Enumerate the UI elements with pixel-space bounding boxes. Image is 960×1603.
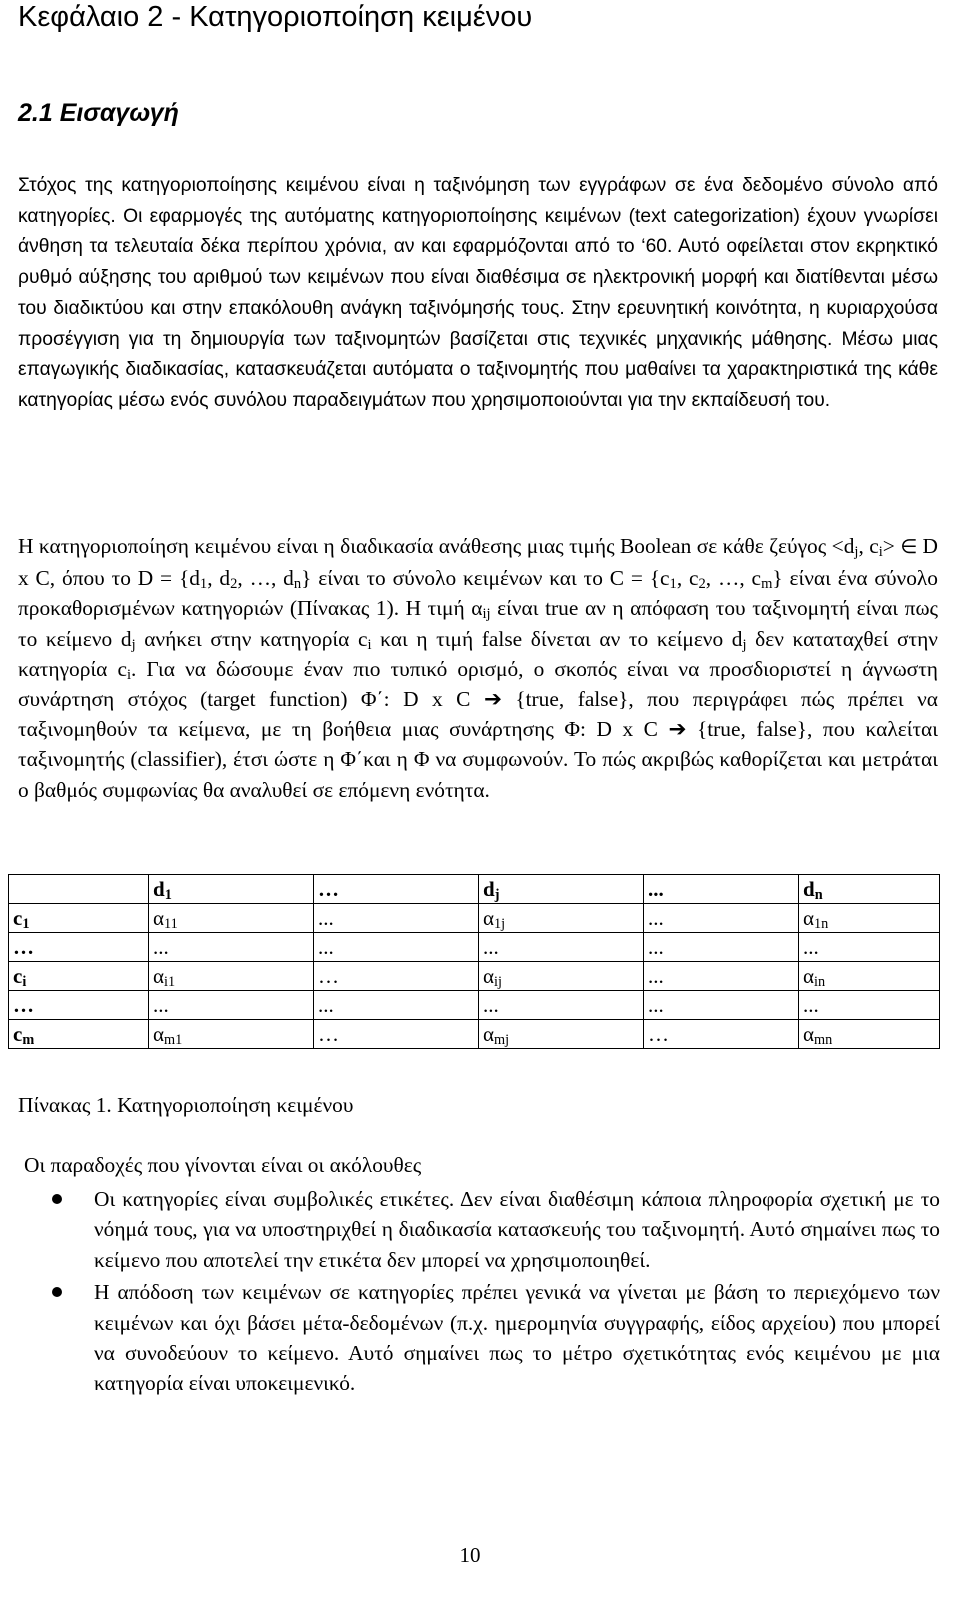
table-row: [9, 933, 940, 962]
table-cell: ...: [479, 933, 644, 962]
table-cell: ...: [314, 904, 479, 933]
table-cell: ...: [644, 904, 799, 933]
table-cell: [9, 875, 149, 904]
table-cell: ...: [644, 933, 799, 962]
section-title: 2.1 Εισαγωγή: [18, 99, 179, 127]
table-cell: $c_i$: [9, 962, 149, 991]
table-cell: $\alpha_{ij}$: [479, 962, 644, 991]
table-cell: ...: [644, 875, 799, 904]
table-row: [9, 1020, 940, 1049]
table-cell: $\alpha_{in}$: [799, 962, 940, 991]
table-row: [9, 962, 940, 991]
table-cell: $\alpha_{m1}$: [149, 1020, 314, 1049]
table-cell: $\alpha_{mj}$: [479, 1020, 644, 1049]
table-caption: Πίνακας 1. Κατηγοριοποίηση κειμένου: [18, 1093, 354, 1117]
page-number: 10: [459, 1543, 481, 1567]
list-item-text: Η απόδοση των κειμένων σε κατηγορίες πρέπει γενικά να γίνεται με βάση το περιεχόμενο των κειμένων και όχι βάσει μέτα-δεδομένων (π.χ. ημερομηνία συγγραφής, είδος αρχείου) που μπορεί να συνοδεύουν το κείμενο. Αυτό σημαίνει πως το μέτρο σχετικότητας ενός κειμένου με μια κατηγορία είναι υποκειμενικό.: [94, 1280, 940, 1396]
table-cell: …: [314, 875, 479, 904]
list-item-text: Οι κατηγορίες είναι συμβολικές ετικέτες. Δεν είναι διαθέσιμη κάποια πληροφορία σχετική με το νόημά τους, για να υποστηριχθεί η διαδικασία κατασκευής του ταξινομητή. Αυτό σημαίνει πως το κείμενο που αποτελεί την ετικέτα δεν μπορεί να χρησιμοποιηθεί.: [94, 1187, 940, 1272]
assumptions-list: [0, 1184, 940, 1399]
list-item: [0, 1277, 940, 1399]
table-cell: ...: [149, 991, 314, 1020]
table-cell: ...: [799, 991, 940, 1020]
chapter-title: Κεφάλαιο 2 - Κατηγοριοποίηση κειμένου: [18, 1, 533, 33]
table-cell: …: [9, 991, 149, 1020]
table-cell: $\alpha_{i1}$: [149, 962, 314, 991]
classification-table: [8, 874, 940, 1049]
table-cell: …: [644, 1020, 799, 1049]
bullet-icon: [52, 1194, 62, 1204]
table-row: [9, 904, 940, 933]
assumptions-intro: Οι παραδοχές που γίνονται είναι οι ακόλουθες: [24, 1153, 422, 1177]
table-cell: …: [314, 962, 479, 991]
table-cell: $d_j$: [479, 875, 644, 904]
definition-paragraph: Η κατηγοριοποίηση κειμένου είναι η διαδικασία ανάθεσης μιας τιμής Boolean σε κάθε $\zeta\varepsilon ύ\gamma o\varsigma <d_j$, $c_i>$ ∈ D x C, όπου το $D = \{d_1$, $d_2$, …, $d_n$} είναι το σύνολο κειμένων και το $C = \{c_1$, $c_2$, …, $c_m$} είναι ένα σύνολο προκαθορισμένων κατηγοριών (Πίνακας 1). Η τιμή $\alpha_{ij}$ είναι true αν η απόφαση του ταξινομητή είναι πως το κείμενο $d_j$ ανήκει στην κατηγορία $c_i$ και η τιμή false δίνεται αν το κείμενο $d_j$ δεν καταταχθεί στην κατηγορία $c_i$. Για να δώσουμε έναν πιο τυπικό ορισμό, ο σκοπός είναι να προσδιοριστεί η άγνωστη συνάρτηση στόχος (target function) Φ΄: D x C ➔ {true, false}, που περιγράφει πώς πρέπει να ταξινομηθούν τα κείμενα, με τη βοήθεια μιας συνάρτησης Φ: D x C ➔ {true, false}, που καλείται ταξινομητής (classifier), έτσι ώστε η Φ΄και η Φ να συμφωνούν. Το πώς ακριβώς καθορίζεται και μετράται ο βαθμός συμφωνίας θα αναλυθεί σε επόμενη ενότητα.: [18, 534, 939, 802]
table-cell: $\alpha_{mn}$: [799, 1020, 940, 1049]
arrow-icon: ➔: [668, 717, 687, 742]
bullet-icon: [52, 1287, 62, 1297]
arrow-icon: ➔: [483, 687, 502, 712]
list-item: [0, 1184, 940, 1275]
table-cell: $\alpha_{1n}$: [799, 904, 940, 933]
table-cell: ...: [479, 991, 644, 1020]
table-cell: $\alpha_{11}$: [149, 904, 314, 933]
table-cell: …: [314, 1020, 479, 1049]
table-row: [9, 991, 940, 1020]
table-cell: …: [9, 933, 149, 962]
table-cell: ...: [799, 933, 940, 962]
table-cell: ...: [644, 962, 799, 991]
table-cell: $d_1$: [149, 875, 314, 904]
table-cell: $d_n$: [799, 875, 940, 904]
table-cell: $\alpha_{1j}$: [479, 904, 644, 933]
element-of-symbol: ∈: [900, 537, 918, 558]
table-cell: $c_1$: [9, 904, 149, 933]
table-header-row: [9, 875, 940, 904]
table-cell: $c_m$: [9, 1020, 149, 1049]
table-cell: ...: [149, 933, 314, 962]
table-cell: ...: [314, 991, 479, 1020]
table-cell: ...: [644, 991, 799, 1020]
intro-paragraph: Στόχος της κατηγοριοποίησης κειμένου είναι η ταξινόμηση των εγγράφων σε ένα δεδομένο σύνολο από κατηγορίες. Οι εφαρμογές της αυτόματης κατηγοριοποίησης κειμένων (text categorization) έχουν γνωρίσει άνθηση τα τελευταία δέκα περίπου χρόνια, αν και εφαρμόζονται από το ‘60. Αυτό οφείλεται στον εκρηκτικό ρυθμό αύξησης του αριθμού των κειμένων που είναι διαθέσιμα σε ηλεκτρονική μορφή και διατίθενται μέσω του διαδικτύου και στην επακόλουθη ανάγκη ταξινόμησής τους. Στην ερευνητική κοινότητα, η κυριαρχούσα προσέγγιση για τη δημιουργία των ταξινομητών βασίζεται στις τεχνικές μηχανικής μάθησης. Μέσω μιας επαγωγικής διαδικασίας, κατασκευάζεται αυτόματα ο ταξινομητής που μαθαίνει τα χαρακτηριστικά της κάθε κατηγορίας μέσω ενός συνόλου παραδειγμάτων που χρησιμοποιούνται για την εκπαίδευσή του.: [18, 175, 938, 411]
table-cell: ...: [314, 933, 479, 962]
